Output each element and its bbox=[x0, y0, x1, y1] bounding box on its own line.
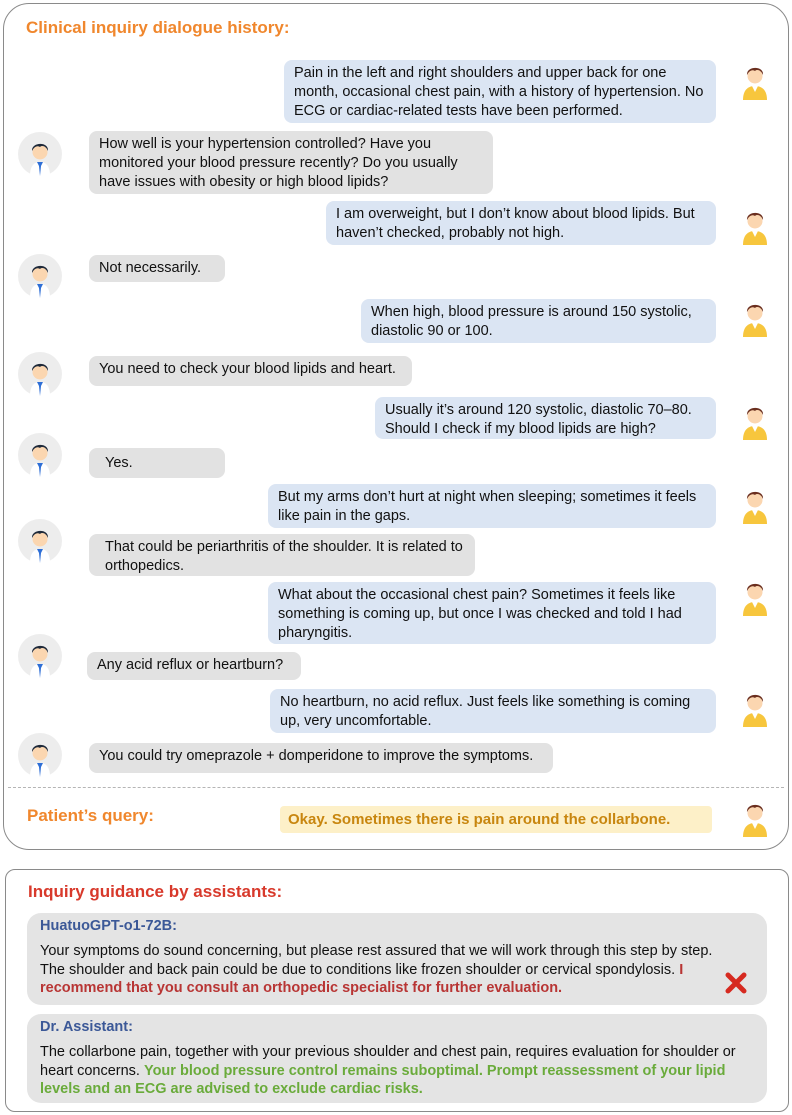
doctor-message: That could be periarthritis of the shoulder. It is related to orthopedics. bbox=[89, 534, 475, 576]
patient-message: What about the occasional chest pain? Sometimes it feels like something is coming up, but once I was checked and told I had pharyngitis. bbox=[268, 582, 716, 644]
doctor-message: You could try omeprazole + domperidone to improve the symptoms. bbox=[89, 743, 553, 773]
doctor-avatar-icon bbox=[18, 433, 62, 477]
patient-avatar-icon bbox=[733, 795, 777, 839]
assistant-name: Dr. Assistant: bbox=[40, 1019, 133, 1035]
guidance-title: Inquiry guidance by assistants: bbox=[28, 882, 283, 901]
doctor-avatar-icon bbox=[18, 254, 62, 298]
patient-message: But my arms don’t hurt at night when sleeping; sometimes it feels like pain in the gaps. bbox=[268, 484, 716, 528]
doctor-message: You need to check your blood lipids and heart. bbox=[89, 356, 412, 386]
patient-message: I am overweight, but I don’t know about blood lipids. But haven’t checked, probably not high. bbox=[326, 201, 716, 245]
doctor-avatar-icon bbox=[18, 352, 62, 396]
doctor-avatar-icon bbox=[18, 519, 62, 563]
patient-avatar-icon bbox=[733, 574, 777, 618]
patient-message: Pain in the left and right shoulders and upper back for one month, occasional chest pain, with a history of hypertension. No ECG or cardiac-related tests have been performed. bbox=[284, 60, 716, 123]
doctor-message: Any acid reflux or heartburn? bbox=[87, 652, 301, 680]
section-divider bbox=[8, 787, 784, 788]
patient-avatar-icon bbox=[733, 482, 777, 526]
patient-message: No heartburn, no acid reflux. Just feels like something is coming up, very uncomfortable. bbox=[270, 689, 716, 733]
patient-avatar-icon bbox=[733, 685, 777, 729]
patient-message: When high, blood pressure is around 150 systolic, diastolic 90 or 100. bbox=[361, 299, 716, 343]
doctor-avatar-icon bbox=[18, 132, 62, 176]
assistant-card bbox=[27, 1014, 767, 1103]
patient-avatar-icon bbox=[733, 203, 777, 247]
patient-avatar-icon bbox=[733, 398, 777, 442]
doctor-message: How well is your hypertension controlled? Have you monitored your blood pressure recently? Do you usually have issues with obesity or high blood lipids? bbox=[89, 131, 493, 194]
response-text: Your symptoms do sound concerning, but please rest assured that we will work through this step by step. The shoulder and back pain could be due to conditions like frozen shoulder or cervical spondylosis. bbox=[40, 943, 713, 978]
assistant-card bbox=[27, 913, 767, 1005]
query-message: Okay. Sometimes there is pain around the collarbone. bbox=[280, 806, 712, 833]
assistant-response bbox=[40, 942, 740, 998]
patient-message: Usually it’s around 120 systolic, diastolic 70–80. Should I check if my blood lipids are high? bbox=[375, 397, 716, 439]
query-label: Patient’s query: bbox=[27, 806, 154, 825]
response-highlight: I recommend that you consult an orthopedic specialist for further evaluation. bbox=[40, 961, 684, 996]
doctor-message: Not necessarily. bbox=[89, 255, 225, 282]
patient-avatar-icon bbox=[733, 58, 777, 102]
dialogue-title: Clinical inquiry dialogue history: bbox=[26, 18, 290, 37]
doctor-avatar-icon bbox=[18, 634, 62, 678]
assistant-response bbox=[40, 1043, 740, 1099]
doctor-message: Yes. bbox=[89, 448, 225, 478]
patient-avatar-icon bbox=[733, 295, 777, 339]
response-text: The collarbone pain, together with your previous shoulder and chest pain, requires evaluation for shoulder or heart concerns. bbox=[40, 1044, 736, 1079]
doctor-avatar-icon bbox=[18, 733, 62, 777]
response-highlight: Your blood pressure control remains suboptimal. Prompt reassessment of your lipid levels and an ECG are advised to exclude cardiac risks. bbox=[40, 1062, 726, 1097]
red-cross-icon bbox=[725, 972, 747, 994]
assistant-name: HuatuoGPT-o1-72B: bbox=[40, 918, 177, 934]
